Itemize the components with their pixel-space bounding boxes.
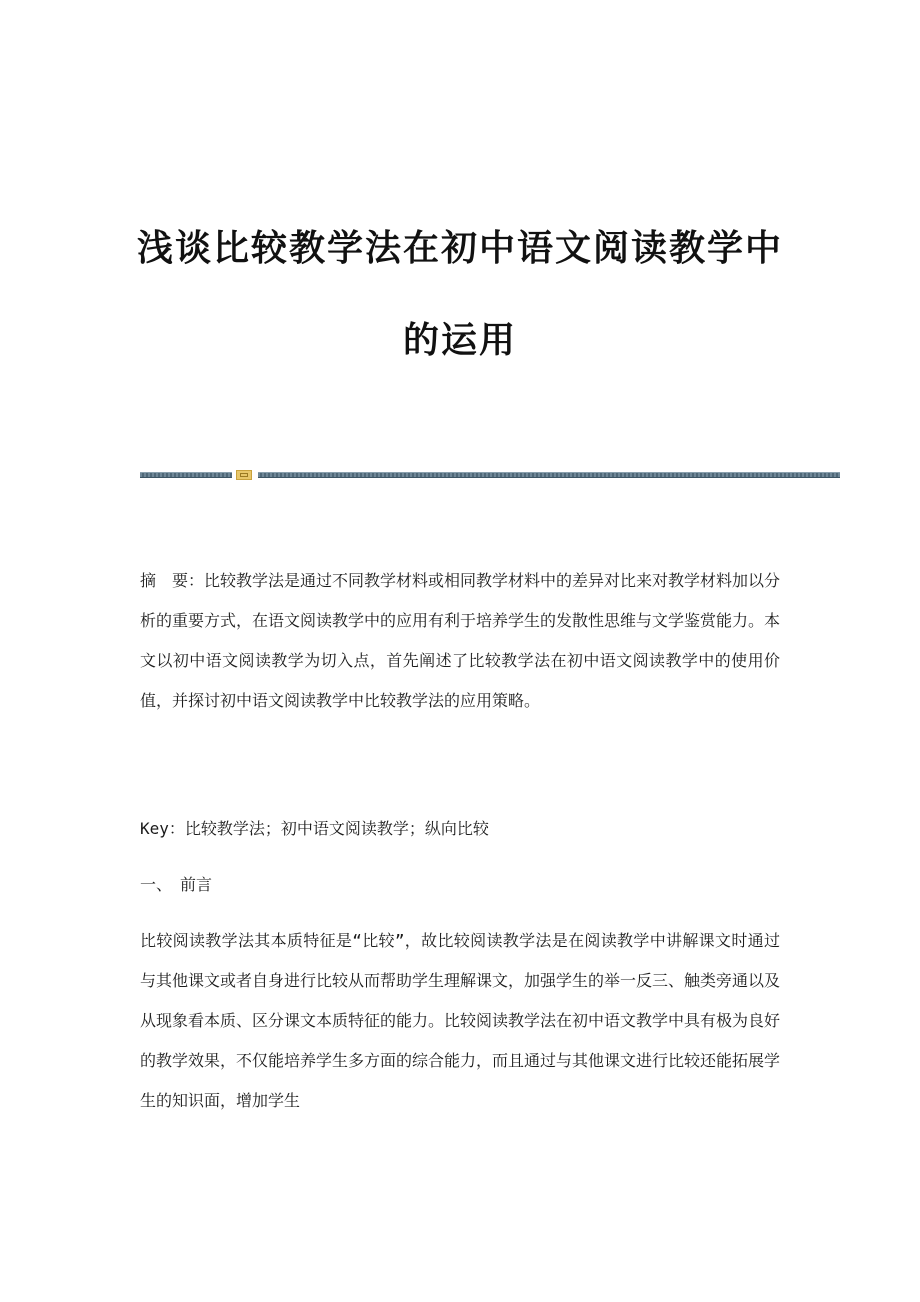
divider-right-segment — [258, 472, 840, 478]
document-title-line-1: 浅谈比较教学法在初中语文阅读教学中 — [136, 227, 783, 269]
preface-paragraph: 比较阅读教学法其本质特征是“比较”，故比较阅读教学法是在阅读教学中讲解课文时通过与其他课文或者自身进行比较从而帮助学生理解课文，加强学生的举一反三、触类旁通以及从现象看本质、区分课文本质特征的能力。比较阅读教学法在初中语文教学中具有极为良好的教学效果，不仅能培养学生多方面的综合能力，而且通过与其他课文进行比较还能拓展学生的知识面，增加学生 — [140, 931, 781, 1110]
section-heading-preface: 一、 前言 — [140, 875, 213, 894]
title-divider — [140, 470, 840, 480]
document-title-line-2: 的运用 — [402, 319, 517, 361]
abstract-paragraph: 摘 要：比较教学法是通过不同教学材料或相同教学材料中的差异对比来对教学材料加以分析的重要方式，在语文阅读教学中的应用有利于培养学生的发散性思维与文学鉴赏能力。本文以初中语文阅读教学为切入点，首先阐述了比较教学法在初中语文阅读教学中的使用价值，并探讨初中语文阅读教学中比较教学法的应用策略。 — [140, 571, 781, 710]
divider-emblem-icon — [236, 470, 252, 480]
divider-left-segment — [140, 472, 232, 478]
keywords-line: Key：比较教学法；初中语文阅读教学；纵向比较 — [140, 819, 489, 838]
